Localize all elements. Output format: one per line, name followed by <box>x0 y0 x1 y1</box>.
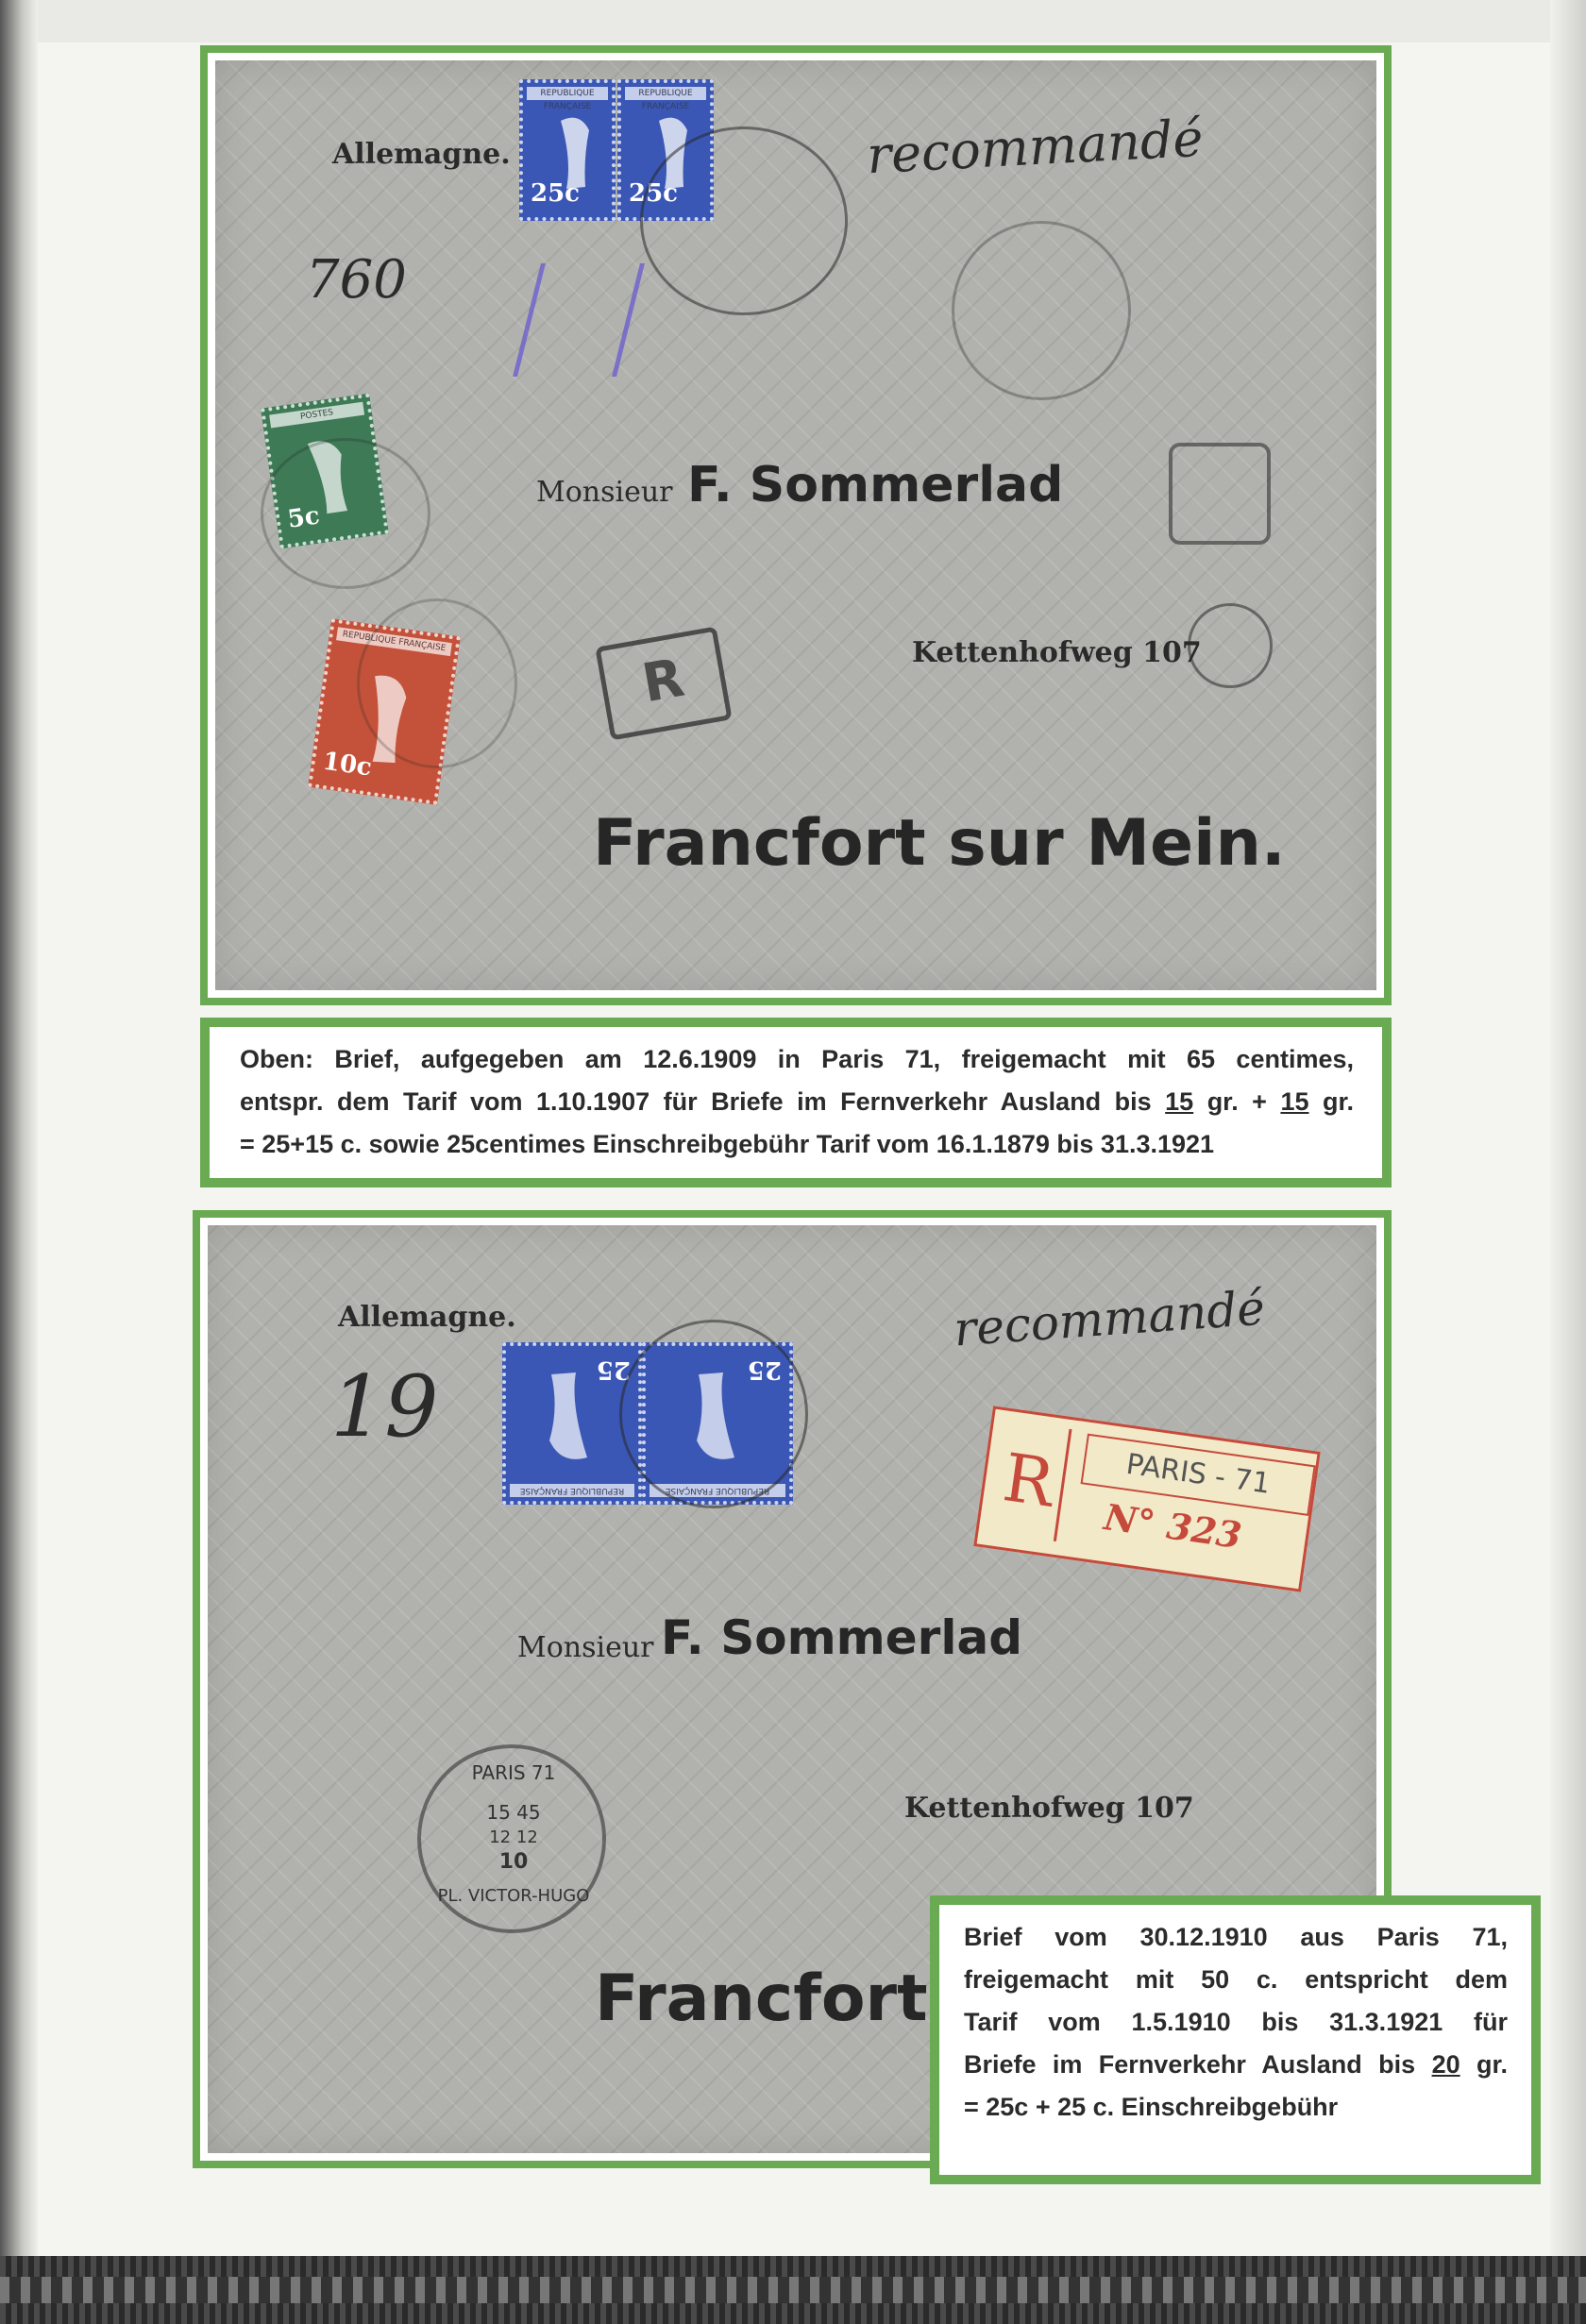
top-cover-frame <box>200 45 1392 1005</box>
city: Francfort sur Mein. <box>593 806 1286 881</box>
postmark-top-2 <box>952 221 1131 400</box>
top-caption-text: Oben: Brief, aufgegeben am 12.6.1909 in Paris 71, freigemacht mit 65 centimes, entspr. dem Tarif vom 1.10.1907 für Briefe im Fernverkehr Ausland bis 15 gr. + 15 gr. = 25+15 c. sowie 25centimes Einschreibgebühr Tarif vom 16.1.1879 bis 31.3.1921 <box>240 1045 1354 1158</box>
postmark-on-stamps <box>619 1320 808 1508</box>
stamp-25-left: REPUBLIQUE FRANÇAISE 25 <box>502 1342 642 1505</box>
street-address: Kettenhofweg 107 <box>904 1792 1194 1825</box>
postmark-top-1 <box>640 126 848 315</box>
stamp-5c-green: POSTES 5c <box>261 394 389 549</box>
postmark-top-4 <box>357 598 517 768</box>
destination-country: Allemagne. <box>332 138 511 171</box>
top-envelope <box>215 60 1376 990</box>
salutation: Monsieur <box>517 1631 654 1664</box>
top-caption-box <box>200 1018 1392 1187</box>
stamp-25-right: REPUBLIQUE FRANÇAISE 25 <box>642 1342 793 1505</box>
registration-number: N° 323 <box>1101 1495 1245 1558</box>
registration-r-box: R <box>595 626 732 740</box>
registration-office: PARIS - 71 <box>1081 1434 1316 1516</box>
city: Francfort <box>595 1962 928 2036</box>
registration-label <box>973 1406 1320 1591</box>
blue-pencil-mark <box>513 263 645 377</box>
album-binding-strip <box>0 2256 1586 2324</box>
salutation: Monsieur <box>536 476 673 509</box>
recipient-name: F. Sommerlad <box>661 1610 1023 1665</box>
destination-country: Allemagne. <box>338 1301 516 1334</box>
fp-box <box>1169 443 1271 545</box>
bottom-caption-text: Brief vom 30.12.1910 aus Paris 71, freigemacht mit 50 c. entspricht dem Tarif vom 1.5.1910 bis 31.3.1921 für Briefe im Fernverkehr Ausland bis 20 gr. = 25c + 25 c. Einschreibgebühr <box>964 1923 1509 2121</box>
album-page-left-edge <box>0 0 38 2324</box>
street-address: Kettenhofweg 107 <box>912 636 1202 669</box>
postmark-paris-71: PARIS 71 15 45 12 12 10 PL. VICTOR-HUGO <box>417 1744 606 1933</box>
album-page-top-strip <box>38 0 1586 42</box>
handwritten-note: recommandé <box>865 108 1205 186</box>
stamp-10c-red: REPUBLIQUE FRANÇAISE 10c <box>308 618 461 804</box>
album-page-right-edge <box>1550 0 1586 2324</box>
stamp-25c-right: REPUBLIQUE FRANÇAISE 25c <box>617 79 714 221</box>
registration-letter: R <box>988 1420 1072 1541</box>
postmark-top-3 <box>261 438 430 589</box>
handwritten-number: 19 <box>330 1357 439 1457</box>
bottom-caption-box <box>930 1895 1541 2184</box>
handwritten-number: 760 <box>306 249 407 311</box>
recipient-name: F. Sommerlad <box>687 457 1064 514</box>
handwritten-note: recommandé <box>952 1280 1267 1357</box>
stamp-25c-left: REPUBLIQUE FRANÇAISE 25c <box>519 79 616 221</box>
